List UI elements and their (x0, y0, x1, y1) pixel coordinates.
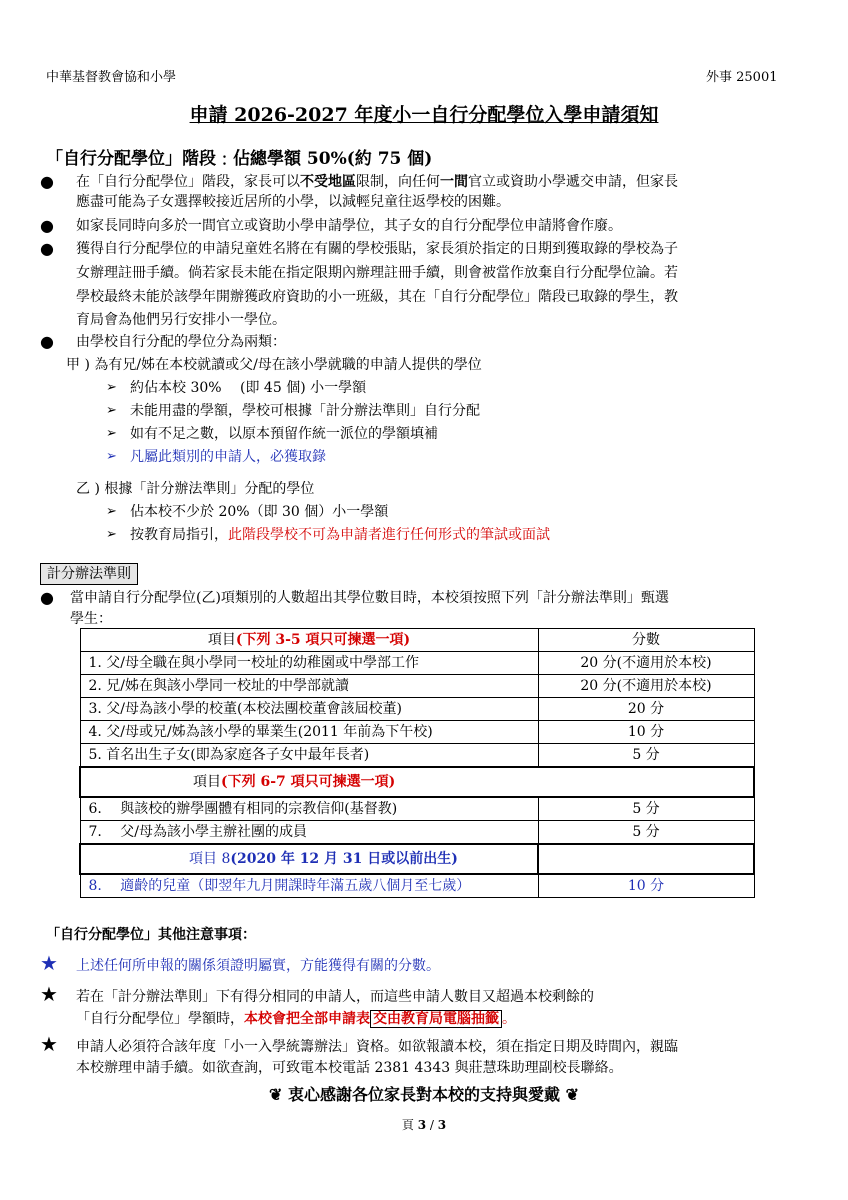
category-a-item-1: 約佔本校 30% (即 45 個) 小一學額 (130, 380, 367, 396)
page-number (0, 1116, 848, 1134)
bullet-icon: ● (40, 172, 54, 191)
document-reference: 外事 25001 (706, 70, 778, 85)
bullet-3-line-1: 獲得自行分配學位的申請兒童姓名將在有關的學校張貼，家長須於指定的日期到獲取錄的學校為子 (76, 241, 678, 257)
item-cell: 3. 父/母為該小學的校董(本校法團校董會該屆校董) (80, 698, 538, 721)
bullet-3-line-2: 女辦理註冊手續。倘若家長未能在指定限期內辦理註冊手續，則會被當作放棄自行分配學位論。若 (76, 265, 678, 281)
text: 衷心感謝各位家長對本校的支持與愛戴 (287, 1085, 560, 1104)
star-icon: ★ (40, 951, 58, 975)
category-b-item-1: 佔本校不少於 20%（即 30 個）小一學額 (130, 504, 389, 520)
text: 項目 8 (189, 851, 231, 867)
arrow-icon: ➢ (106, 449, 117, 464)
category-a-item-3: 如有不足之數，以原本預留作統一派位的學額填補 (130, 426, 438, 442)
table-row (80, 698, 754, 721)
table-row (80, 797, 754, 821)
text-red: 此階段學校不可為申請者進行任何形式的筆試或面試 (228, 527, 550, 543)
category-b-item-2 (130, 524, 550, 546)
notes-heading: 「自行分配學位」其他注意事項： (46, 927, 256, 943)
text-bold: 一間 (440, 174, 468, 190)
bullet-2: 如家長同時向多於一間官立或資助小學申請學位，其子女的自行分配學位申請將會作廢。 (76, 218, 622, 234)
arrow-icon: ➢ (106, 426, 117, 441)
note-3-line-1: 申請人必須符合該年度「小一入學統籌辦法」資格。如欲報讀本校，須在指定日期及時間內，親臨 (76, 1039, 678, 1055)
bullet-4: 由學校自行分配的學位分為兩類： (76, 334, 286, 350)
text: 官立或資助小學遞交申請，但家長 (468, 174, 678, 190)
text: 限制，向任何 (356, 174, 440, 190)
page-title: 申請 2026-2027 年度小一自行分配學位入學申請須知 (189, 104, 659, 126)
table-row (80, 721, 754, 744)
score-cell: 5 分 (538, 744, 754, 768)
score-cell: 20 分(不適用於本校) (538, 652, 754, 675)
text: 在「自行分配學位」階段，家長可以 (76, 174, 300, 190)
text-red: (下列 3-5 項只可揀選一項) (235, 632, 411, 648)
score-cell: 5 分 (538, 821, 754, 845)
note-2-line-1: 若在「計分辦法準則」下有得分相同的申請人，而這些申請人數目又超過本校剩餘的 (76, 989, 594, 1005)
leaf-ornament-icon: ❦ (269, 1085, 288, 1104)
category-a-item-2: 未能用盡的學額，學校可根據「計分辦法準則」自行分配 (130, 403, 480, 419)
table-row (80, 652, 754, 675)
text: 項目 (193, 774, 221, 790)
text-red: (下列 6-7 項只可揀選一項) (221, 774, 396, 790)
note-1: 上述任何所申報的關係須證明屬實，方能獲得有關的分數。 (76, 958, 440, 974)
note-2-line-2 (76, 1008, 516, 1030)
note-3-line-2: 本校辦理申請手續。如欲查詢，可致電本校電話 2381 4343 與莊慧珠助理副校長聯絡。 (76, 1060, 623, 1076)
leaf-ornament-icon: ❦ (560, 1085, 579, 1104)
score-cell: 20 分(不適用於本校) (538, 675, 754, 698)
score-cell: 20 分 (538, 698, 754, 721)
item-cell: 8. 適齡的兒童（即翌年九月開課時年滿五歲八個月至七歲） (80, 874, 538, 898)
closing-message (0, 1083, 848, 1107)
arrow-icon: ➢ (106, 403, 117, 418)
arrow-icon: ➢ (106, 504, 117, 519)
bullet-icon: ● (40, 239, 54, 258)
arrow-icon: ➢ (106, 527, 117, 542)
scoring-intro-line-2: 學生： (70, 611, 112, 627)
score-cell: 5 分 (538, 797, 754, 821)
item-cell: 7. 父/母為該小學主辦社團的成員 (80, 821, 538, 845)
section-b-cell (80, 767, 754, 797)
score-cell: 10 分 (538, 874, 754, 898)
section-c-cell (80, 844, 538, 874)
arrow-icon: ➢ (106, 380, 117, 395)
text-red: 。 (502, 1011, 516, 1027)
header-item-cell (80, 629, 538, 652)
total-pages: 3 (437, 1118, 447, 1132)
bullet-3-line-3: 學校最終未能於該學年開辦獲政府資助的小一班級，其在「自行分配學位」階段已取錄的學生，教 (76, 289, 678, 305)
table-header-row (80, 629, 754, 652)
bullet-3-line-4: 育局會為他們另行安排小一學位。 (76, 312, 286, 328)
category-b-heading: 乙 ) 根據「計分辦法準則」分配的學位 (76, 481, 315, 497)
text-red: 本校會把全部申請表 (244, 1011, 370, 1027)
bullet-1-line-1 (76, 171, 678, 193)
score-cell: 10 分 (538, 721, 754, 744)
bullet-icon: ● (40, 588, 54, 607)
bullet-icon: ● (40, 332, 54, 351)
item-cell: 6. 與該校的辦學團體有相同的宗教信仰(基督教) (80, 797, 538, 821)
school-name: 中華基督教會協和小學 (46, 70, 177, 85)
text: 「自行分配學位」學額時， (76, 1011, 244, 1027)
section-c-score-cell (538, 844, 754, 874)
item-cell: 2. 兄/姊在與該小學同一校址的中學部就讀 (80, 675, 538, 698)
table-row (80, 744, 754, 768)
item-cell: 4. 父/母或兄/姊為該小學的畢業生(2011 年前為下午校) (80, 721, 538, 744)
item-cell: 5. 首名出生子女(即為家庭各子女中最年長者) (80, 744, 538, 768)
scoring-table (79, 628, 755, 898)
star-icon: ★ (40, 982, 58, 1006)
bullet-icon: ● (40, 216, 54, 235)
scoring-criteria-label: 計分辦法準則 (40, 563, 138, 585)
text-red-boxed: 交由教育局電腦抽籤 (370, 1010, 502, 1028)
current-page: 3 (417, 1118, 427, 1132)
section-heading-self-allocation: 「自行分配學位」階段﹕佔總學額 50%(約 75 個) (46, 149, 433, 169)
text: 按教育局指引， (130, 527, 228, 543)
category-a-item-4: 凡屬此類別的申請人，必獲取錄 (130, 449, 326, 465)
text-bold: 不受地區 (300, 174, 356, 190)
text: 項目 (207, 632, 236, 648)
scoring-intro-line-1: 當申請自行分配學位(乙)項類別的人數超出其學位數目時，本校須按照下列「計分辦法準則」甄選 (70, 590, 669, 606)
text: / (426, 1118, 438, 1132)
bullet-1-line-2: 應盡可能為子女選擇較接近居所的小學，以減輕兒童往返學校的困難。 (76, 194, 510, 210)
star-icon: ★ (40, 1032, 58, 1056)
table-section-row (80, 844, 754, 874)
table-section-row (80, 767, 754, 797)
item-cell: 1. 父/母全職在與小學同一校址的幼稚園或中學部工作 (80, 652, 538, 675)
text-bold: (2020 年 12 月 31 日或以前出生) (230, 851, 458, 867)
table-row (80, 821, 754, 845)
category-a-heading: 甲 ) 為有兄/姊在本校就讀或父/母在該小學就職的申請人提供的學位 (66, 357, 482, 373)
table-row (80, 675, 754, 698)
text: 頁 (401, 1118, 418, 1132)
header-score-cell: 分數 (538, 629, 754, 652)
table-row (80, 874, 754, 898)
